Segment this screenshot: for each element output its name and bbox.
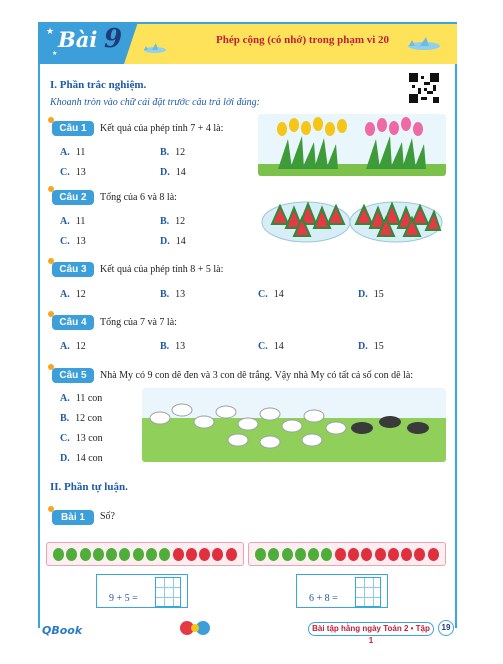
section-title: I. Phần trắc nghiệm. xyxy=(50,79,147,91)
option-c[interactable]: C. 14 xyxy=(258,341,284,352)
option-b[interactable]: B. 12 xyxy=(160,216,186,227)
book-title: Bài tập hằng ngày Toán 2 • Tập 1 xyxy=(308,622,434,636)
publisher-logo: QBook xyxy=(42,624,83,637)
strawberry-icon xyxy=(226,548,237,561)
strawberry-icon xyxy=(428,548,439,561)
airplane-icon xyxy=(406,36,442,54)
section-title: II. Phần tự luận. xyxy=(50,481,128,493)
question-badge: Câu 2 xyxy=(52,190,94,205)
option-a[interactable]: A. 11 xyxy=(60,147,86,158)
lesson-word: Bài xyxy=(58,27,98,52)
question-text: Tổng của 6 và 8 là: xyxy=(100,192,177,203)
apple-icon xyxy=(282,548,293,561)
strawberry-icon xyxy=(375,548,386,561)
strawberry-icon xyxy=(401,548,412,561)
lesson-title: Phép cộng (có nhớ) trong phạm vi 20 xyxy=(216,34,390,46)
right-border xyxy=(455,22,457,628)
strawberry-icon xyxy=(212,548,223,561)
option-c[interactable]: C. 14 xyxy=(258,289,284,300)
strawberry-icon xyxy=(186,548,197,561)
apple-icon xyxy=(133,548,144,561)
apple-icon xyxy=(119,548,130,561)
option-d[interactable]: D. 14 xyxy=(160,236,186,247)
option-a[interactable]: A. 12 xyxy=(60,289,86,300)
question-text: Nhà My có 9 con dê đen và 3 con dê trắng. Vậy nhà My có tất cả số con dê là: xyxy=(100,370,414,381)
equation-text: 9 + 5 = xyxy=(109,593,138,604)
option-d[interactable]: D. 14 xyxy=(160,167,186,178)
goats-illustration xyxy=(142,388,446,462)
option-b[interactable]: B. 12 xyxy=(160,147,186,158)
exercise-text: Số? xyxy=(100,511,115,522)
strawberry-icon xyxy=(335,548,346,561)
apple-icon xyxy=(93,548,104,561)
equation-box xyxy=(296,574,388,608)
question-badge: Câu 4 xyxy=(52,315,94,330)
exercise-badge: Bài 1 xyxy=(52,510,94,525)
apple-icon xyxy=(106,548,117,561)
option-d[interactable]: D. 15 xyxy=(358,289,384,300)
answer-grid[interactable] xyxy=(355,577,381,607)
question-badge: Câu 3 xyxy=(52,262,94,277)
strawberry-icon xyxy=(199,548,210,561)
strawberry-icon xyxy=(348,548,359,561)
option-c[interactable]: C. 13 xyxy=(60,167,86,178)
strawberry-icon xyxy=(173,548,184,561)
fruit-row-right xyxy=(248,542,446,566)
option-d[interactable]: D. 15 xyxy=(358,341,384,352)
question-badge: Câu 5 xyxy=(52,368,94,383)
option-a[interactable]: A. 11 xyxy=(60,216,86,227)
question-text: Kết quả của phép tính 8 + 5 là: xyxy=(100,264,224,275)
strawberry-icon xyxy=(414,548,425,561)
option-d[interactable]: D. 14 con xyxy=(60,453,103,464)
question-badge: Câu 1 xyxy=(52,121,94,136)
lesson-number: 9 xyxy=(104,24,123,54)
strawberry-icon xyxy=(388,548,399,561)
tulips-illustration xyxy=(258,114,446,176)
apple-icon xyxy=(255,548,266,561)
question-text: Tổng của 7 và 7 là: xyxy=(100,317,177,328)
apple-icon xyxy=(268,548,279,561)
apple-icon xyxy=(146,548,157,561)
apple-icon xyxy=(159,548,170,561)
star-icon: ★ xyxy=(52,51,58,57)
option-c[interactable]: C. 13 xyxy=(60,236,86,247)
equation-text: 6 + 8 = xyxy=(309,593,338,604)
watermelon-plates-illustration xyxy=(258,184,446,246)
lesson-header xyxy=(38,22,457,64)
option-b[interactable]: B. 13 xyxy=(160,289,186,300)
apple-icon xyxy=(295,548,306,561)
apple-icon xyxy=(321,548,332,561)
option-b[interactable]: B. 12 con xyxy=(60,413,103,424)
fruit-row-left xyxy=(46,542,244,566)
answer-grid[interactable] xyxy=(155,577,181,607)
apple-icon xyxy=(308,548,319,561)
cd-logo-icon xyxy=(178,620,212,636)
option-a[interactable]: A. 12 xyxy=(60,341,86,352)
apple-icon xyxy=(66,548,77,561)
star-icon: ★ xyxy=(46,26,55,36)
instruction: Khoanh tròn vào chữ cái đặt trước câu trả lời đúng: xyxy=(50,97,260,108)
equation-box xyxy=(96,574,188,608)
page-number: 19 xyxy=(438,620,454,636)
apple-icon xyxy=(53,548,64,561)
left-border xyxy=(38,22,40,628)
strawberry-icon xyxy=(361,548,372,561)
question-text: Kết quả của phép tính 7 + 4 là: xyxy=(100,123,224,134)
qr-code-icon xyxy=(409,73,439,103)
option-b[interactable]: B. 13 xyxy=(160,341,186,352)
airplane-icon xyxy=(142,42,168,56)
apple-icon xyxy=(80,548,91,561)
option-a[interactable]: A. 11 con xyxy=(60,393,103,404)
option-c[interactable]: C. 13 con xyxy=(60,433,103,444)
